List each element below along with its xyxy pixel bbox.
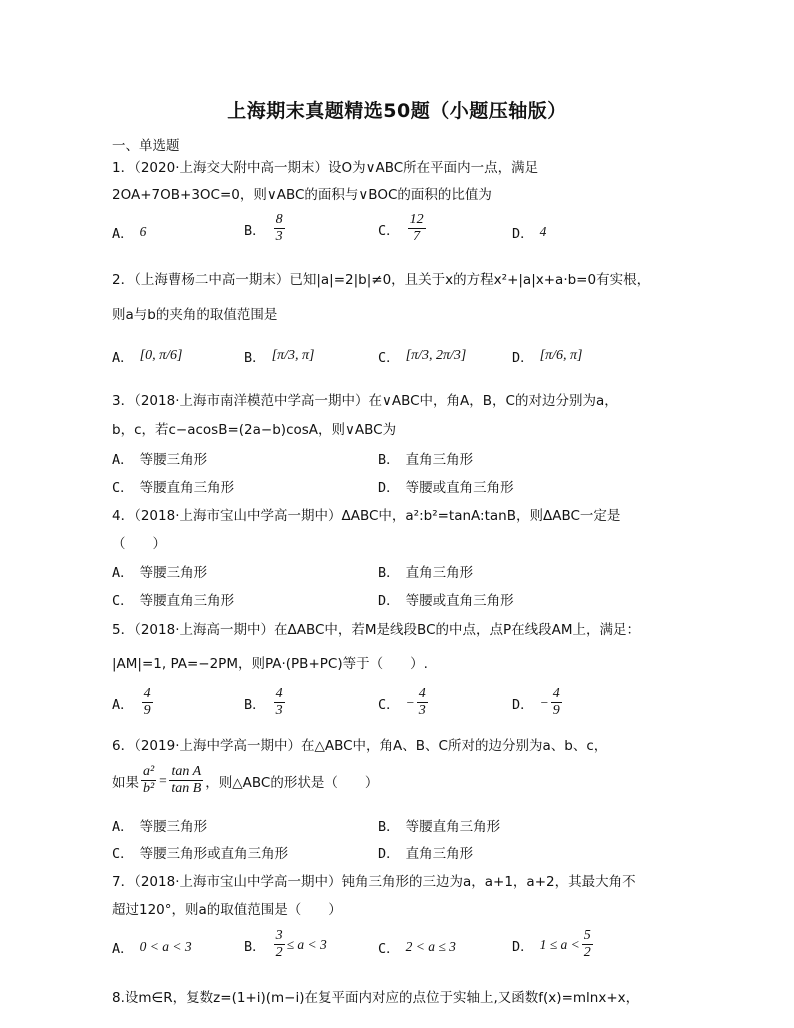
q6-line1: 6．（2019·上海中学高一期中）在△ABC中，角A、B、C所对的边分别为a、b、c， [112,738,608,754]
option-value: 等腰或直角三角形 [405,480,514,496]
q1-option-a[interactable] [112,222,146,242]
fraction [551,686,562,719]
section-heading: 一、单选题 [112,138,180,154]
denominator: 2 [583,945,591,960]
denominator: 3 [275,229,283,244]
option-value: 等腰直角三角形 [139,593,235,609]
q4-option-a[interactable] [112,561,207,581]
numerator: 4 [275,686,283,701]
option-label: D． [378,593,400,609]
denominator: 9 [552,703,560,718]
numerator: 4 [143,686,151,701]
q5-option-a[interactable] [112,686,155,719]
q4-line2: （ ） [112,536,166,552]
numerator: 8 [275,212,283,227]
option-label: D． [512,350,534,366]
option-value: 4 [539,224,547,239]
option-value: [π/3, π] [271,348,315,363]
q6-line2 [112,764,378,797]
fraction [142,686,153,719]
numerator: 3 [275,928,283,943]
option-label: D． [378,846,400,862]
option-value: [π/3, 2π/3] [405,348,467,363]
q2-line2: 则a与b的夹角的取值范围是 [112,307,278,323]
q7-option-d[interactable] [512,928,595,961]
option-value: 直角三角形 [405,846,474,862]
q3-option-d[interactable] [378,476,514,496]
option-label: A． [112,350,134,366]
option-label: C． [112,593,134,609]
q1-line2: 2OA+7OB+3OC=0，则∨ABC的面积与∨BOC的面积的比值为 [112,187,492,203]
q2-option-d[interactable] [512,346,582,366]
q5-option-b[interactable] [244,686,287,719]
q6-option-b[interactable] [378,815,500,835]
option-label: B． [244,938,266,955]
q4-option-d[interactable] [378,589,514,609]
page-title: 上海期末真题精选50题（小题压轴版） [227,100,567,122]
option-value: 等腰直角三角形 [139,480,235,496]
option-value: [π/6, π] [539,348,583,363]
fraction [274,928,285,961]
option-label: C． [378,696,400,713]
q1-option-c[interactable] [378,212,428,245]
q1-option-d[interactable] [512,222,546,242]
option-value: 等腰直角三角形 [405,819,501,835]
fraction [274,686,285,719]
q4-line1: 4．（2018·上海市宝山中学高一期中）ΔABC中，a²:b²=tanA:tanB，则ΔABC一定是 [112,508,621,524]
option-label: C． [378,350,400,366]
q7-line2: 超过120°，则a的取值范围是（ ） [112,902,342,918]
option-value: 等腰三角形或直角三角形 [139,846,289,862]
denominator: 9 [143,703,151,718]
equals-sign: = [158,772,168,788]
option-label: B． [378,565,400,581]
text: 如果 [112,774,139,791]
option-value: 等腰三角形 [139,565,208,581]
numerator: 12 [409,212,424,227]
q1-line1: 1．（2020·上海交大附中高一期末）设O为∨ABC所在平面内一点，满足 [112,160,539,176]
numerator: a² [143,764,155,779]
q6-option-d[interactable] [378,842,473,862]
option-value: 6 [139,224,147,239]
q2-option-a[interactable] [112,346,182,366]
option-label: A． [112,452,134,468]
q5-line2: |AM|=1, PA=−2PM，则PA·(PB+PC)等于（ ）. [112,656,428,672]
denominator: 3 [418,703,426,718]
numerator: tan A [171,764,202,779]
q4-option-b[interactable] [378,561,473,581]
fraction [417,686,428,719]
option-value: 0 < a < 3 [139,939,192,954]
option-label: C． [112,480,134,496]
option-label: D． [512,226,534,242]
q4-option-c[interactable] [112,589,234,609]
numerator: 5 [583,928,591,943]
q7-option-c[interactable] [378,937,456,957]
numerator: 4 [418,686,426,701]
denominator: b² [143,781,155,796]
q3-option-b[interactable] [378,448,473,468]
q5-option-d[interactable] [512,686,564,719]
option-label: A． [112,941,134,957]
q8-line1: 8.设m∈R，复数z=(1+i)(m−i)在复平面内对应的点位于实轴上,又函数f(x)=mlnx+x， [112,990,640,1006]
fraction [274,212,285,245]
option-value: ≤ a < 3 [286,936,327,952]
q2-option-c[interactable] [378,346,466,366]
q1-option-b[interactable] [244,212,287,245]
option-value: 等腰三角形 [139,452,208,468]
option-label: A． [112,226,134,242]
option-label: A． [112,819,134,835]
option-label: D． [512,696,534,713]
option-value: 1 ≤ a < [539,936,580,952]
option-label: C． [378,941,400,957]
fraction [169,764,203,797]
option-label: C． [378,222,400,239]
q5-option-c[interactable] [378,686,430,719]
option-label: A． [112,696,134,713]
option-value: 直角三角形 [405,452,474,468]
option-label: B． [378,452,400,468]
q3-option-a[interactable] [112,448,207,468]
q6-option-a[interactable] [112,815,207,835]
text: ，则△ABC的形状是（ ） [205,774,379,791]
q3-line1: 3．（2018·上海市南洋模范中学高一期中）在∨ABC中，角A，B，C的对边分别为a， [112,393,618,409]
option-value: 直角三角形 [405,565,474,581]
option-label: C． [112,846,134,862]
q3-line2: b，c，若c−acosB=(2a−b)cosA，则∨ABC为 [112,422,397,438]
fraction [408,212,426,245]
option-label: B． [244,350,266,366]
option-label: A． [112,565,134,581]
option-value: [0, π/6] [139,348,183,363]
option-label: D． [512,938,534,955]
q2-option-b[interactable] [244,346,314,366]
denominator: tan B [171,781,202,796]
minus-sign: − [405,694,415,710]
fraction [582,928,593,961]
option-label: B． [244,696,266,713]
q2-line1: 2．（上海曹杨二中高一期末）已知|a|=2|b|≠0，且关于x的方程x²+|a|x+a·b=0有实根， [112,272,651,288]
q7-option-a[interactable] [112,937,192,957]
minus-sign: − [539,694,549,710]
q6-option-c[interactable] [112,842,288,862]
q7-line1: 7．（2018·上海市宝山中学高一期中）钝角三角形的三边为a，a+1，a+2，其最大角不 [112,874,636,890]
fraction [141,764,156,797]
option-label: B． [244,222,266,239]
q7-option-b[interactable] [244,928,327,961]
q3-option-c[interactable] [112,476,234,496]
denominator: 2 [275,945,283,960]
option-label: D． [378,480,400,496]
option-value: 2 < a ≤ 3 [405,939,456,954]
q5-line1: 5．（2018·上海高一期中）在ΔABC中，若M是线段BC的中点，点P在线段AM上，满足： [112,622,641,638]
denominator: 3 [275,703,283,718]
denominator: 7 [413,229,421,244]
option-value: 等腰三角形 [139,819,208,835]
numerator: 4 [552,686,560,701]
option-value: 等腰或直角三角形 [405,593,514,609]
option-label: B． [378,819,400,835]
